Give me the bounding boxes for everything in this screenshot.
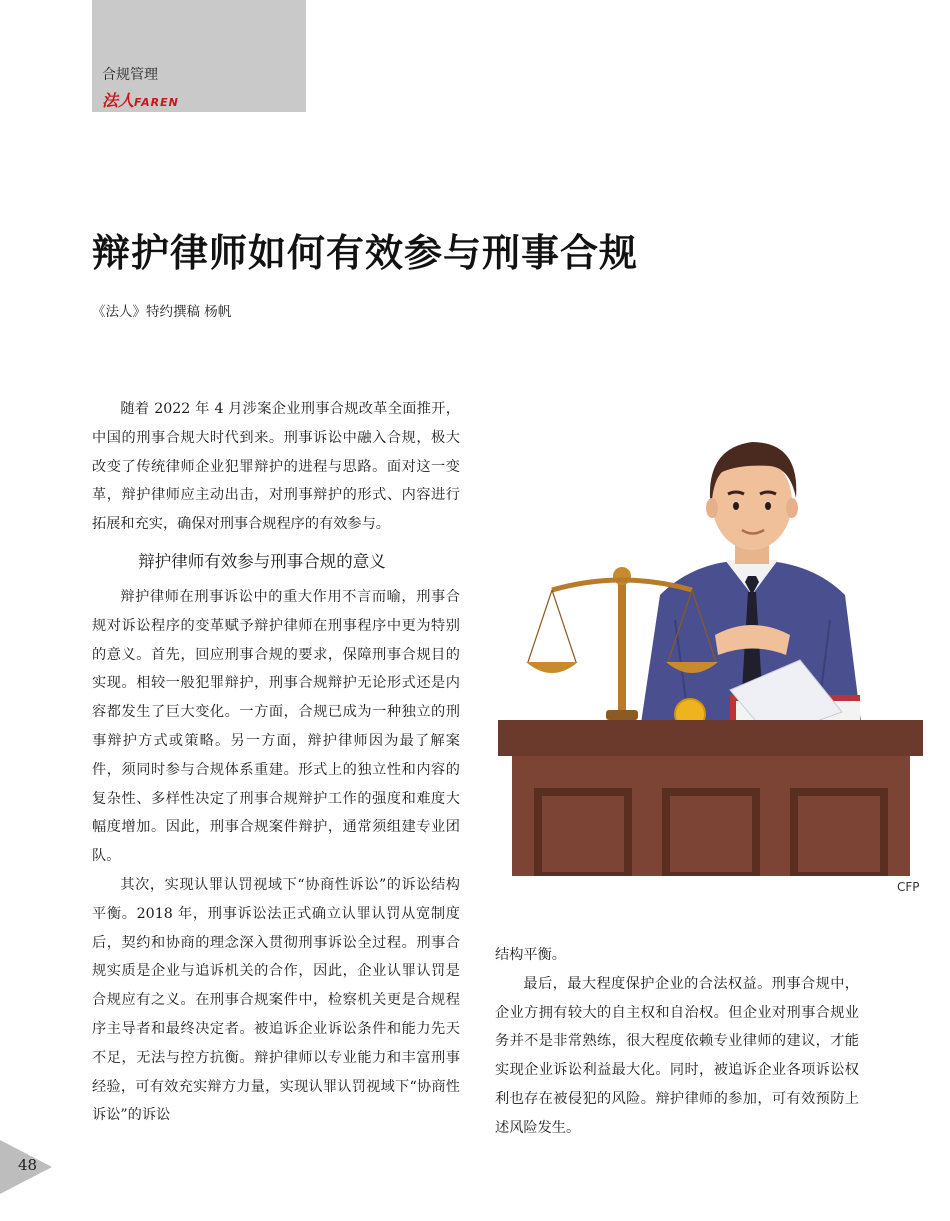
article-title: 辩护律师如何有效参与刑事合规 xyxy=(92,231,639,275)
paragraph-negotiation: 其次，实现认罪认罚视域下“协商性诉讼”的诉讼结构平衡。2018 年，刑事诉讼法正式确立认罪认罚从宽制度后，契约和协商的理念深入贯彻刑事诉讼全过程。刑事合规实质是企业与追诉机关的合作，因此，企业认罪认罚是合规应有之义。在刑事合规案件中，检察机关更是合规程序主导者和最终决定者。被追诉企业诉讼条件和能力先天不足，无法与控方抗衡。辩护律师以专业能力和丰富刑事经验，可有效充实辩方力量，实现认罪认罚视域下“协商性诉讼”的诉讼 xyxy=(92,876,460,1124)
page-number: 48 xyxy=(18,1156,38,1174)
paragraph-continued: 结构平衡。 xyxy=(495,947,566,963)
image-credit: CFP xyxy=(897,880,920,894)
section-header-box xyxy=(92,0,306,112)
section-heading: 辩护律师有效参与刑事合规的意义 xyxy=(138,551,386,571)
text-column-left xyxy=(92,395,460,1130)
paragraph-protection: 最后，最大程度保护企业的合法权益。刑事合规中，企业方拥有较大的自主权和自治权。但企业对刑事合规业务并不是非常熟练，很大程度依赖专业律师的建议，才能实现企业诉讼利益最大化。同时，被追诉企业各项诉讼权利也存在被侵犯的风险。辩护律师的参加，可有效预防上述风险发生。 xyxy=(495,975,859,1136)
brand-cn: 法人 xyxy=(102,91,135,110)
section-label: 合规管理 xyxy=(102,67,158,83)
magazine-logo xyxy=(102,88,179,111)
text-column-right xyxy=(495,941,859,1143)
lawyer-with-scales-illustration xyxy=(490,420,930,876)
paragraph-significance: 辩护律师在刑事诉讼中的重大作用不言而喻，刑事合规对诉讼程序的变革赋予辩护律师在刑事程序中更为特别的意义。首先，回应刑事合规的要求，保障刑事合规目的实现。相较一般犯罪辩护，刑事合规辩护无论形式还是内容都发生了巨大变化。一方面，合规已成为一种独立的刑事辩护方式或策略。另一方面，辩护律师因为最了解案件，须同时参与合规体系重建。形式上的独立性和内容的复杂性、多样性决定了刑事合规辩护工作的强度和难度大幅度增加。因此，刑事合规案件辩护，通常须组建专业团队。 xyxy=(92,588,460,865)
brand-latin: FAREN xyxy=(134,96,179,109)
paragraph-intro: 随着 2022 年 4 月涉案企业刑事合规改革全面推开，中国的刑事合规大时代到来。刑事诉讼中融入合规，极大改变了传统律师企业犯罪辩护的进程与思路。面对这一变革，辩护律师应主动出击，对刑事辩护的形式、内容进行拓展和充实，确保对刑事合规程序的有效参与。 xyxy=(92,401,460,533)
article-byline: 《法人》特约撰稿 杨帆 xyxy=(92,304,232,320)
